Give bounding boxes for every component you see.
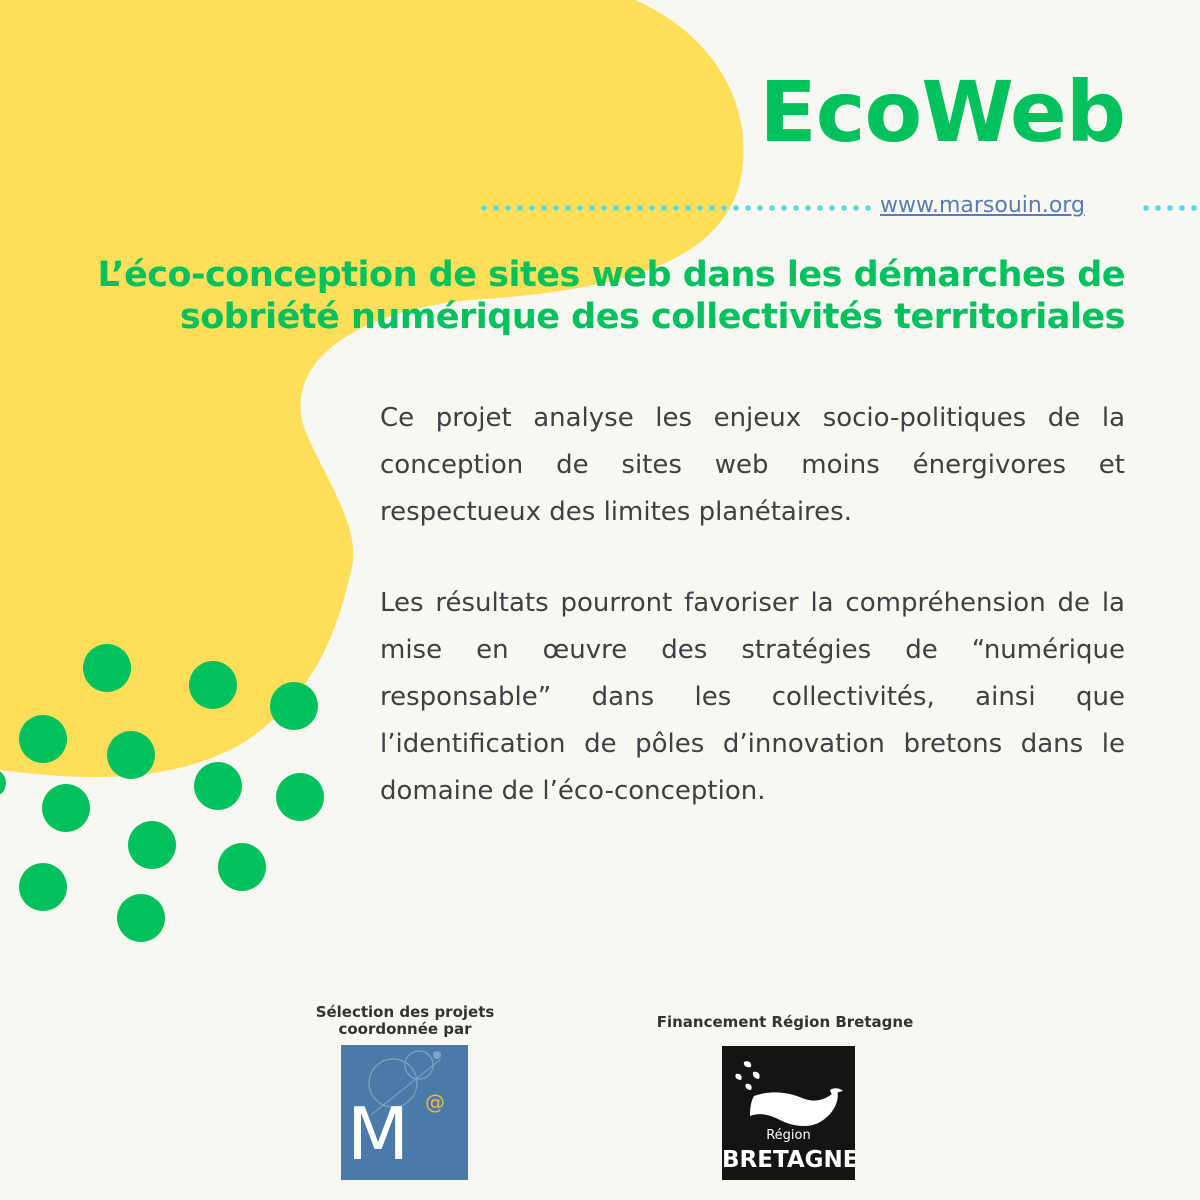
project-subtitle: L’éco-conception de sites web dans les démarches de sobriété numérique des collectivités territoriales xyxy=(97,255,1125,337)
region-logo-line-1: Région xyxy=(766,1128,811,1143)
funding-credit-label: Financement Région Bretagne xyxy=(656,1013,914,1031)
dotted-divider-right xyxy=(1140,205,1200,211)
dotted-divider-left xyxy=(478,205,874,211)
website-link[interactable]: www.marsouin.org xyxy=(880,193,1085,218)
green-dots-decoration xyxy=(0,0,360,960)
selection-credit-label: Sélection des projets coordonnée par xyxy=(315,1003,495,1038)
marsouin-logo-at-icon: @ xyxy=(425,1090,445,1114)
page-title: EcoWeb xyxy=(759,63,1125,161)
marsouin-logo-letter: M xyxy=(347,1092,410,1176)
region-logo-line-2: BRETAGNE xyxy=(722,1147,859,1173)
description-paragraph-2: Les résultats pourront favoriser la compréhension de la mise en œuvre des stratégies de “numérique responsable” dans les collectivités, ainsi que l’identification de pôles d’innovation bretons dans le domaine de l’éco-conception. xyxy=(380,588,1125,806)
description-paragraph-1: Ce projet analyse les enjeux socio-politiques de la conception de sites web moins énergivores et respectueux des limites planétaires. xyxy=(380,403,1125,527)
